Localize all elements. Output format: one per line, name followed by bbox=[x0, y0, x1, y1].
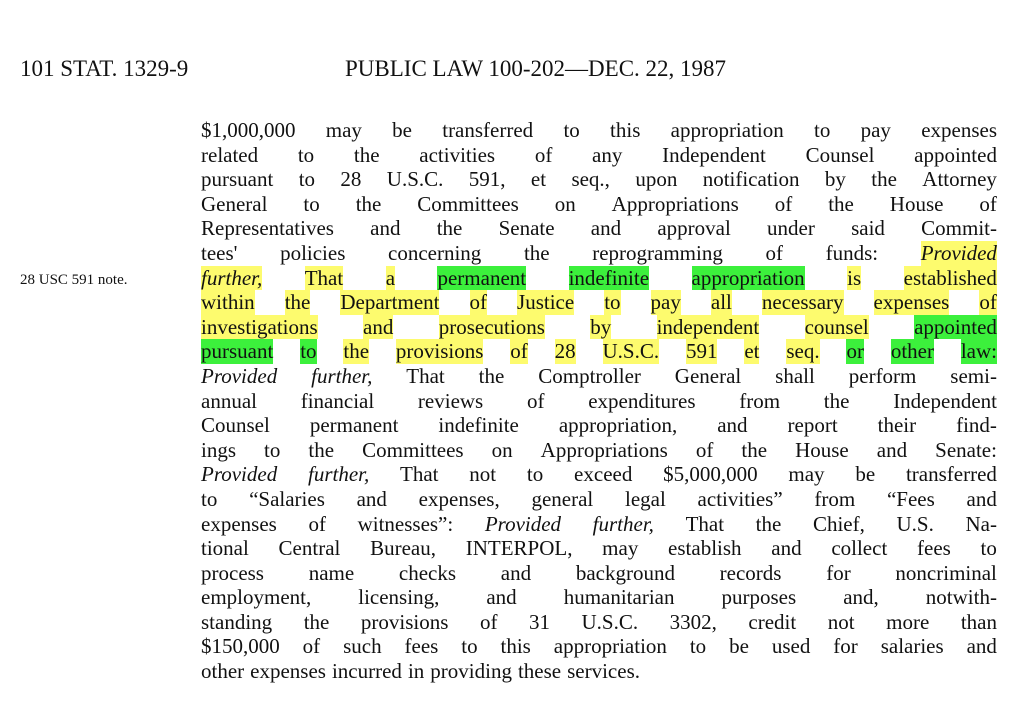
word: employment, bbox=[201, 585, 312, 610]
word: used bbox=[771, 634, 811, 659]
word: to bbox=[563, 118, 580, 142]
word: for bbox=[826, 560, 851, 585]
word: activities bbox=[419, 142, 496, 167]
text-line bbox=[201, 536, 997, 561]
word: funds: bbox=[825, 240, 879, 265]
word: tional bbox=[201, 536, 249, 561]
word: these bbox=[517, 659, 562, 684]
word: Provided bbox=[201, 462, 278, 487]
word: and bbox=[717, 413, 748, 438]
word: on bbox=[554, 191, 576, 216]
word: tees' bbox=[201, 240, 238, 265]
word: That bbox=[685, 511, 725, 536]
word: purposes bbox=[721, 585, 797, 610]
word: process bbox=[201, 560, 264, 585]
word: exceed bbox=[574, 462, 633, 487]
highlighted-word: pursuant bbox=[201, 339, 274, 364]
word: may bbox=[602, 536, 639, 561]
highlighted-word: et bbox=[744, 339, 760, 364]
word: activities” bbox=[697, 486, 783, 511]
word: expenses bbox=[201, 511, 277, 536]
word: other bbox=[201, 659, 245, 684]
word: and bbox=[486, 585, 517, 610]
word: may bbox=[325, 118, 362, 142]
word: and bbox=[771, 536, 802, 561]
word: Appropriations bbox=[540, 437, 668, 462]
word: U.S.C. bbox=[386, 167, 444, 192]
word: and bbox=[876, 437, 908, 462]
word: Na- bbox=[965, 511, 997, 536]
word: financial bbox=[300, 388, 375, 413]
word: transferred bbox=[442, 118, 534, 142]
highlighted-word: That bbox=[304, 265, 344, 290]
word: the bbox=[355, 191, 382, 216]
text-line bbox=[201, 266, 997, 291]
word: from bbox=[814, 486, 856, 511]
word: ings bbox=[201, 437, 237, 462]
text-line bbox=[201, 167, 997, 192]
word: be bbox=[392, 118, 412, 142]
word: annual bbox=[201, 388, 257, 413]
word: and bbox=[356, 486, 387, 511]
highlighted-word: other bbox=[890, 339, 934, 364]
word: be bbox=[729, 634, 749, 659]
word: said bbox=[851, 216, 885, 241]
word: $1,000,000 bbox=[201, 118, 296, 142]
word: standing bbox=[201, 609, 273, 634]
text-line bbox=[201, 561, 997, 586]
highlighted-word: established bbox=[903, 265, 997, 290]
word: shall bbox=[775, 363, 815, 388]
word: not bbox=[827, 609, 855, 634]
word: Representatives bbox=[201, 216, 334, 241]
text-line bbox=[201, 216, 997, 241]
word: expenditures bbox=[588, 388, 696, 413]
word: indefinite bbox=[438, 413, 519, 438]
text-line bbox=[201, 364, 997, 389]
law-body-text bbox=[201, 118, 997, 684]
word: collect bbox=[831, 536, 888, 561]
highlighted-word: independent bbox=[656, 314, 760, 339]
word: be bbox=[855, 462, 876, 487]
text-line bbox=[201, 389, 997, 414]
highlighted-word: investigations bbox=[201, 314, 318, 339]
word: policies bbox=[280, 240, 346, 265]
word: and bbox=[590, 216, 622, 241]
word: to bbox=[297, 142, 315, 167]
highlighted-word: further, bbox=[201, 265, 263, 290]
word: the bbox=[436, 216, 463, 241]
word: to bbox=[264, 437, 281, 462]
word: of bbox=[765, 240, 783, 265]
word: provisions bbox=[360, 609, 449, 634]
word: from bbox=[739, 388, 781, 413]
word: the bbox=[478, 363, 505, 388]
highlighted-word: of bbox=[510, 339, 528, 364]
highlighted-word: is bbox=[847, 265, 862, 290]
word: of bbox=[695, 437, 714, 462]
highlighted-word: to bbox=[300, 339, 317, 364]
word: report bbox=[787, 413, 838, 438]
word: reprogramming bbox=[592, 240, 723, 265]
word: 28 bbox=[340, 167, 362, 192]
word: under bbox=[767, 216, 815, 241]
word: to bbox=[526, 462, 544, 487]
word: of bbox=[526, 388, 545, 413]
highlighted-word: Department bbox=[340, 290, 440, 315]
word: Appropriations bbox=[611, 191, 739, 216]
word: fees bbox=[917, 536, 951, 561]
text-line bbox=[201, 610, 997, 635]
word: U.S.C. bbox=[581, 609, 639, 634]
word: find- bbox=[956, 413, 997, 438]
word: $150,000 bbox=[201, 634, 280, 659]
highlighted-word: appropriation bbox=[691, 265, 805, 290]
text-line bbox=[201, 413, 997, 438]
word: the bbox=[871, 167, 897, 192]
text-line bbox=[201, 487, 997, 512]
word: and bbox=[966, 486, 997, 511]
word: than bbox=[960, 609, 997, 634]
word: the bbox=[755, 511, 782, 536]
word: reviews bbox=[417, 388, 484, 413]
highlighted-word: the bbox=[343, 339, 370, 364]
highlighted-word: counsel bbox=[804, 314, 869, 339]
highlighted-word: permanent bbox=[437, 265, 527, 290]
word: the bbox=[353, 142, 380, 167]
word: and bbox=[370, 216, 401, 241]
word: by bbox=[824, 167, 846, 192]
word: background bbox=[575, 560, 675, 585]
word: That bbox=[400, 462, 439, 487]
highlighted-word: 591 bbox=[685, 339, 718, 364]
word: notification bbox=[702, 167, 800, 192]
highlighted-word: appointed bbox=[914, 314, 997, 339]
highlighted-word: the bbox=[284, 290, 311, 315]
text-line bbox=[201, 315, 997, 340]
word: of bbox=[534, 142, 553, 167]
word: notwith- bbox=[925, 585, 997, 610]
word: to bbox=[298, 167, 316, 192]
highlighted-word: necessary bbox=[761, 290, 844, 315]
word: Independent bbox=[893, 388, 997, 413]
word: further, bbox=[307, 462, 370, 487]
word: Attorney bbox=[922, 167, 997, 192]
word: of bbox=[302, 634, 321, 659]
word: Bureau, bbox=[370, 536, 436, 561]
word: permanent bbox=[309, 413, 399, 438]
word: Committees bbox=[417, 191, 519, 216]
word: general bbox=[531, 486, 594, 511]
text-line bbox=[201, 462, 997, 487]
word: of bbox=[979, 191, 997, 216]
word: to bbox=[980, 536, 997, 561]
highlighted-word: prosecutions bbox=[438, 314, 545, 339]
word: “Salaries bbox=[249, 486, 325, 511]
word: upon bbox=[635, 167, 678, 192]
word: of bbox=[308, 511, 326, 536]
text-line bbox=[201, 339, 997, 364]
highlighted-word: provisions bbox=[395, 339, 484, 364]
word: fees bbox=[404, 634, 439, 659]
text-line bbox=[201, 290, 997, 315]
word: witnesses”: bbox=[357, 511, 454, 536]
highlighted-word: or bbox=[846, 339, 864, 364]
highlighted-word: U.S.C. bbox=[602, 339, 660, 364]
word: licensing, bbox=[358, 585, 440, 610]
word: the bbox=[823, 388, 850, 413]
text-line bbox=[201, 634, 997, 659]
word: Senate: bbox=[935, 437, 997, 462]
word: the bbox=[828, 191, 854, 216]
word: incurred bbox=[331, 659, 402, 684]
word: “Fees bbox=[886, 486, 935, 511]
word: appropriation bbox=[670, 118, 784, 142]
word: House bbox=[889, 191, 944, 216]
word: General bbox=[201, 191, 268, 216]
highlighted-word: expenses bbox=[873, 290, 950, 315]
word: for bbox=[833, 634, 858, 659]
word: appointed bbox=[914, 142, 997, 167]
highlighted-word: law: bbox=[960, 339, 997, 364]
highlighted-word: by bbox=[590, 314, 612, 339]
word: Chief, bbox=[812, 511, 865, 536]
word: further, bbox=[311, 363, 373, 388]
text-line bbox=[201, 241, 997, 266]
word: the bbox=[523, 240, 550, 265]
word: further, bbox=[592, 511, 654, 536]
word: to bbox=[814, 118, 831, 142]
word: That bbox=[406, 363, 445, 388]
word: $5,000,000 bbox=[663, 462, 758, 487]
word: semi- bbox=[950, 363, 997, 388]
word: 3302, bbox=[669, 609, 717, 634]
word: INTERPOL, bbox=[465, 536, 573, 561]
word: such bbox=[343, 634, 382, 659]
highlighted-word: seq. bbox=[786, 339, 820, 364]
word: this bbox=[610, 118, 641, 142]
word: providing bbox=[430, 659, 512, 684]
word: Comptroller bbox=[538, 363, 641, 388]
word: Provided bbox=[484, 511, 562, 536]
word: Commit- bbox=[921, 216, 997, 241]
word: appropriation, bbox=[558, 413, 678, 438]
word: 591, bbox=[468, 167, 506, 192]
word: House bbox=[795, 437, 849, 462]
highlighted-word: a bbox=[385, 265, 396, 290]
word: credit bbox=[748, 609, 797, 634]
highlighted-word: pay bbox=[650, 290, 681, 315]
word: transferred bbox=[905, 462, 997, 487]
word: expenses bbox=[250, 659, 326, 684]
highlighted-word: Provided bbox=[920, 240, 997, 265]
word: Provided bbox=[201, 363, 278, 388]
highlighted-word: of bbox=[469, 290, 487, 315]
word: concerning bbox=[388, 240, 482, 265]
law-title: PUBLIC LAW 100-202—DEC. 22, 1987 bbox=[345, 56, 727, 81]
word: and bbox=[500, 560, 532, 585]
highlighted-word: 28 bbox=[554, 339, 576, 364]
text-line bbox=[201, 118, 997, 143]
word: checks bbox=[398, 560, 457, 585]
text-line bbox=[201, 143, 997, 168]
word: General bbox=[674, 363, 742, 388]
text-line bbox=[201, 438, 997, 463]
word: legal bbox=[625, 486, 666, 511]
word: this bbox=[500, 634, 531, 659]
word: more bbox=[886, 609, 930, 634]
highlighted-word: indefinite bbox=[568, 265, 650, 290]
word: Independent bbox=[662, 142, 766, 167]
word: and, bbox=[843, 585, 879, 610]
highlighted-word: all bbox=[710, 290, 732, 315]
word: and bbox=[966, 634, 997, 659]
word: 31 bbox=[528, 609, 550, 634]
text-line bbox=[201, 585, 997, 610]
word: appropriation bbox=[553, 634, 667, 659]
word: of bbox=[479, 609, 498, 634]
word: et bbox=[530, 167, 547, 192]
highlighted-word: within bbox=[201, 290, 255, 315]
word: expenses bbox=[921, 118, 997, 142]
word: Central bbox=[278, 536, 341, 561]
word: in bbox=[407, 659, 425, 684]
highlighted-word: to bbox=[604, 290, 621, 315]
word: to bbox=[303, 191, 320, 216]
word: pay bbox=[860, 118, 891, 142]
word: U.S. bbox=[896, 511, 934, 536]
word: pursuant bbox=[201, 167, 274, 192]
word: not bbox=[469, 462, 497, 487]
word: salaries bbox=[880, 634, 944, 659]
word: noncriminal bbox=[895, 560, 997, 585]
word: Senate bbox=[498, 216, 555, 241]
highlighted-word: Justice bbox=[517, 290, 575, 315]
margin-note: 28 USC 591 note. bbox=[20, 272, 128, 288]
word: Committees bbox=[362, 437, 464, 462]
word: name bbox=[308, 560, 355, 585]
word: establish bbox=[668, 536, 742, 561]
highlighted-word: and bbox=[363, 314, 394, 339]
word: of bbox=[774, 191, 793, 216]
word: any bbox=[592, 142, 623, 167]
word: the bbox=[741, 437, 768, 462]
word: the bbox=[308, 437, 335, 462]
word: to bbox=[689, 634, 707, 659]
word: may bbox=[788, 462, 825, 487]
text-line bbox=[201, 192, 997, 217]
word: their bbox=[877, 413, 917, 438]
word: expenses, bbox=[418, 486, 500, 511]
word: to bbox=[461, 634, 478, 659]
text-line bbox=[201, 512, 997, 537]
word: seq., bbox=[571, 167, 610, 192]
word: Counsel bbox=[805, 142, 875, 167]
word: Counsel bbox=[201, 413, 270, 438]
word: the bbox=[303, 609, 330, 634]
word: services. bbox=[567, 659, 640, 684]
text-line bbox=[201, 659, 997, 684]
word: perform bbox=[848, 363, 917, 388]
word: related bbox=[201, 142, 259, 167]
word: to bbox=[201, 486, 218, 511]
page-header bbox=[20, 56, 1000, 90]
word: humanitarian bbox=[563, 585, 675, 610]
word: approval bbox=[657, 216, 731, 241]
word: on bbox=[491, 437, 513, 462]
word: records bbox=[719, 560, 782, 585]
highlighted-word: of bbox=[979, 290, 997, 315]
stat-reference: 101 STAT. 1329-9 bbox=[20, 56, 189, 81]
